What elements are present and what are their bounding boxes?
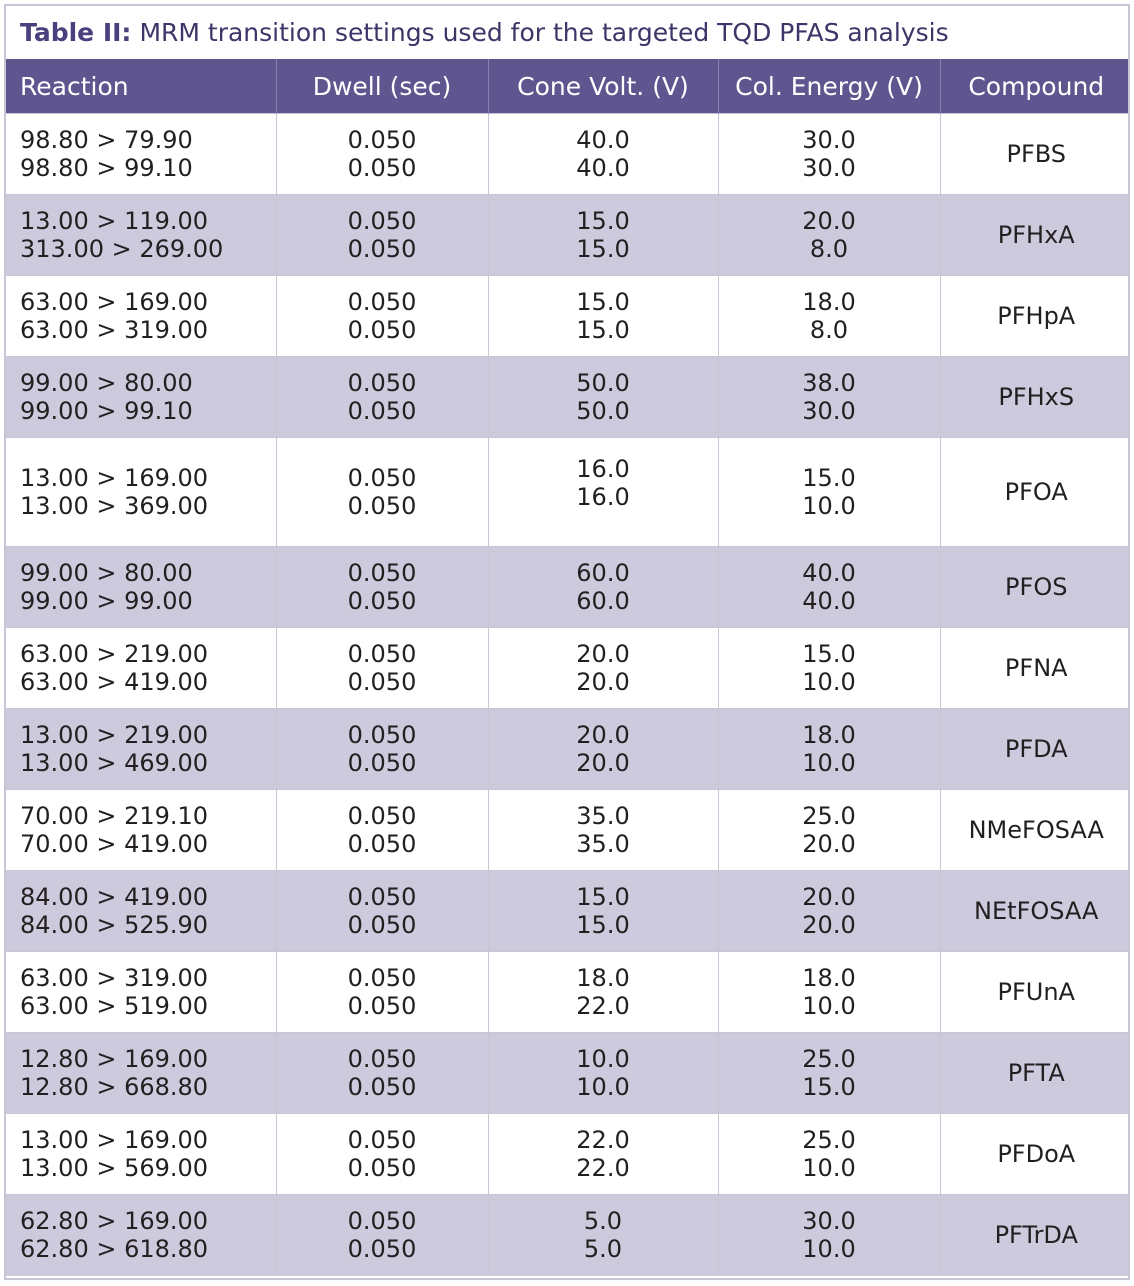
cell-reaction-value: 98.80 > 79.90 [20, 126, 193, 154]
cell-dwell-value: 0.050 [347, 154, 417, 182]
table-body [6, 114, 1130, 1276]
cell-cone-volt-value: 10.0 [576, 1045, 630, 1073]
cell-dwell-value: 0.050 [347, 992, 417, 1020]
cell-dwell-value: 0.050 [347, 883, 417, 911]
cell-col-energy-value: 18.0 [802, 721, 856, 749]
mrm-table [6, 59, 1130, 1276]
cell-dwell [276, 628, 488, 709]
cell-reaction [6, 276, 276, 357]
cell-col-energy-value: 20.0 [802, 830, 856, 858]
cell-dwell [276, 871, 488, 952]
cell-cone-volt-value: 60.0 [576, 587, 630, 615]
cell-compound: PFUnA [940, 952, 1130, 1033]
cell-col-energy-value: 20.0 [802, 911, 856, 939]
cell-cone-volt-value: 15.0 [576, 883, 630, 911]
cell-cone-volt-value: 22.0 [576, 1126, 630, 1154]
cell-compound: NEtFOSAA [940, 871, 1130, 952]
cell-col-energy-value: 10.0 [802, 992, 856, 1020]
cell-col-energy-value: 30.0 [802, 126, 856, 154]
cell-cone-volt-value: 15.0 [576, 235, 630, 263]
cell-col-energy-value: 10.0 [802, 749, 856, 777]
cell-reaction-value: 63.00 > 169.00 [20, 288, 209, 316]
cell-dwell [276, 276, 488, 357]
cell-dwell-value: 0.050 [347, 207, 417, 235]
cell-cone-volt-value: 20.0 [576, 668, 630, 696]
cell-cone-volt-value: 35.0 [576, 802, 630, 830]
cell-col-energy [718, 114, 940, 195]
cell-dwell-value: 0.050 [347, 1207, 417, 1236]
cell-col-energy-value: 10.0 [802, 492, 856, 520]
cell-dwell-value: 0.050 [347, 668, 417, 696]
table-frame [4, 4, 1130, 1280]
cell-cone-volt [488, 1033, 718, 1114]
cell-cone-volt-value: 18.0 [576, 964, 630, 992]
cell-col-energy [718, 276, 940, 357]
cell-col-energy [718, 1114, 940, 1195]
cell-reaction [6, 790, 276, 871]
cell-compound: PFBS [940, 114, 1130, 195]
table-row [6, 709, 1130, 790]
cell-reaction-value: 84.00 > 419.00 [20, 883, 209, 911]
table-row [6, 871, 1130, 952]
cell-reaction [6, 547, 276, 628]
cell-compound: PFDA [940, 709, 1130, 790]
table-row [6, 952, 1130, 1033]
cell-col-energy [718, 952, 940, 1033]
cell-cone-volt-value: 60.0 [576, 559, 630, 587]
cell-col-energy-value: 30.0 [802, 1207, 856, 1236]
cell-col-energy-value: 20.0 [802, 883, 856, 911]
cell-reaction [6, 1114, 276, 1195]
cell-col-energy-value: 10.0 [802, 1235, 856, 1264]
cell-dwell-value: 0.050 [347, 830, 417, 858]
cell-cone-volt [488, 628, 718, 709]
cell-cone-volt [488, 114, 718, 195]
cell-dwell [276, 1114, 488, 1195]
cell-col-energy [718, 1195, 940, 1276]
cell-compound: PFHxS [940, 357, 1130, 438]
cell-col-energy-value: 18.0 [802, 288, 856, 316]
cell-dwell [276, 1195, 488, 1276]
cell-dwell [276, 357, 488, 438]
cell-compound: PFOS [940, 547, 1130, 628]
cell-dwell-value: 0.050 [347, 1045, 417, 1073]
cell-cone-volt [488, 357, 718, 438]
cell-col-energy [718, 357, 940, 438]
cell-reaction-value: 63.00 > 419.00 [20, 668, 209, 696]
cell-col-energy-value: 30.0 [802, 154, 856, 182]
table-caption-text: MRM transition settings used for the targeted TQD PFAS analysis [139, 18, 949, 47]
cell-cone-volt-value: 15.0 [576, 207, 630, 235]
cell-cone-volt-value: 20.0 [576, 721, 630, 749]
cell-compound: PFHpA [940, 276, 1130, 357]
cell-reaction-value: 13.00 > 569.00 [20, 1154, 209, 1182]
cell-cone-volt-value: 15.0 [576, 316, 630, 344]
cell-compound: PFHxA [940, 195, 1130, 276]
cell-dwell-value: 0.050 [347, 911, 417, 939]
cell-dwell-value: 0.050 [347, 288, 417, 316]
table-caption-label: Table II: [20, 18, 132, 47]
cell-reaction-value: 13.00 > 469.00 [20, 749, 209, 777]
cell-dwell [276, 1033, 488, 1114]
cell-cone-volt [488, 1114, 718, 1195]
cell-col-energy-value: 40.0 [802, 587, 856, 615]
cell-cone-volt [488, 438, 718, 547]
cell-col-energy-value: 40.0 [802, 559, 856, 587]
cell-reaction-value: 63.00 > 319.00 [20, 316, 209, 344]
cell-reaction-value: 70.00 > 219.10 [20, 802, 209, 830]
table-row [6, 357, 1130, 438]
table-row [6, 114, 1130, 195]
cell-cone-volt-value: 15.0 [576, 288, 630, 316]
cell-dwell-value: 0.050 [347, 721, 417, 749]
cell-compound: PFNA [940, 628, 1130, 709]
cell-dwell [276, 790, 488, 871]
cell-dwell-value: 0.050 [347, 464, 417, 492]
cell-cone-volt-value: 15.0 [576, 911, 630, 939]
cell-dwell-value: 0.050 [347, 1126, 417, 1154]
cell-col-energy-value: 25.0 [802, 1126, 856, 1154]
cell-col-energy-value: 10.0 [802, 1154, 856, 1182]
cell-dwell [276, 195, 488, 276]
cell-cone-volt-value: 16.0 [576, 483, 630, 511]
cell-reaction-value: 99.00 > 99.00 [20, 587, 193, 615]
cell-cone-volt-value: 5.0 [583, 1235, 623, 1264]
cell-reaction-value: 13.00 > 369.00 [20, 492, 209, 520]
cell-reaction [6, 1033, 276, 1114]
table-row [6, 628, 1130, 709]
cell-dwell-value: 0.050 [347, 235, 417, 263]
cell-reaction-value: 62.80 > 618.80 [20, 1235, 209, 1264]
cell-reaction-value: 99.00 > 80.00 [20, 559, 193, 587]
cell-compound: NMeFOSAA [940, 790, 1130, 871]
cell-cone-volt-value: 40.0 [576, 154, 630, 182]
cell-dwell-value: 0.050 [347, 802, 417, 830]
cell-cone-volt-value: 35.0 [576, 830, 630, 858]
cell-cone-volt-value: 50.0 [576, 369, 630, 397]
cell-reaction [6, 195, 276, 276]
cell-dwell-value: 0.050 [347, 126, 417, 154]
cell-reaction-value: 63.00 > 219.00 [20, 640, 209, 668]
cell-reaction-value: 63.00 > 319.00 [20, 964, 209, 992]
header-reaction: Reaction [6, 59, 276, 114]
cell-dwell [276, 547, 488, 628]
cell-cone-volt-value: 20.0 [576, 640, 630, 668]
cell-dwell-value: 0.050 [347, 1073, 417, 1101]
cell-reaction-value: 98.80 > 99.10 [20, 154, 193, 182]
cell-compound: PFTrDA [940, 1195, 1130, 1276]
cell-cone-volt [488, 195, 718, 276]
table-row [6, 1195, 1130, 1276]
cell-reaction [6, 438, 276, 547]
cell-col-energy-value: 10.0 [802, 668, 856, 696]
cell-reaction [6, 114, 276, 195]
cell-reaction-value: 99.00 > 80.00 [20, 369, 193, 397]
cell-col-energy-value: 25.0 [802, 1045, 856, 1073]
cell-cone-volt [488, 790, 718, 871]
cell-cone-volt-value: 22.0 [576, 1154, 630, 1182]
cell-reaction-value: 12.80 > 668.80 [20, 1073, 209, 1101]
cell-dwell [276, 952, 488, 1033]
cell-dwell-value: 0.050 [347, 749, 417, 777]
cell-cone-volt [488, 709, 718, 790]
cell-col-energy [718, 547, 940, 628]
header-col-energy: Col. Energy (V) [718, 59, 940, 114]
cell-col-energy [718, 195, 940, 276]
cell-cone-volt [488, 276, 718, 357]
cell-dwell-value: 0.050 [347, 397, 417, 425]
cell-col-energy-value: 15.0 [802, 464, 856, 492]
table-row [6, 438, 1130, 547]
cell-cone-volt-value: 22.0 [576, 992, 630, 1020]
cell-col-energy [718, 628, 940, 709]
cell-reaction-value: 13.00 > 169.00 [20, 1126, 209, 1154]
header-dwell: Dwell (sec) [276, 59, 488, 114]
cell-reaction-value: 63.00 > 519.00 [20, 992, 209, 1020]
cell-dwell [276, 438, 488, 547]
cell-reaction-value: 313.00 > 269.00 [20, 235, 224, 263]
table-row [6, 547, 1130, 628]
cell-reaction-value: 62.80 > 169.00 [20, 1207, 209, 1236]
cell-reaction-value: 12.80 > 169.00 [20, 1045, 209, 1073]
cell-cone-volt-value: 20.0 [576, 749, 630, 777]
cell-col-energy-value: 8.0 [809, 316, 849, 344]
cell-cone-volt-value: 5.0 [583, 1207, 623, 1236]
cell-reaction-value: 13.00 > 219.00 [20, 721, 209, 749]
cell-reaction [6, 709, 276, 790]
cell-reaction-value: 13.00 > 169.00 [20, 464, 209, 492]
table-caption [6, 6, 1128, 59]
cell-col-energy-value: 20.0 [802, 207, 856, 235]
cell-col-energy [718, 790, 940, 871]
cell-col-energy [718, 871, 940, 952]
cell-col-energy [718, 709, 940, 790]
table-row [6, 1114, 1130, 1195]
cell-cone-volt-value: 50.0 [576, 397, 630, 425]
cell-cone-volt-value: 16.0 [576, 455, 630, 483]
cell-dwell-value: 0.050 [347, 640, 417, 668]
cell-dwell-value: 0.050 [347, 492, 417, 520]
cell-dwell-value: 0.050 [347, 587, 417, 615]
cell-reaction [6, 871, 276, 952]
cell-cone-volt [488, 1195, 718, 1276]
cell-reaction [6, 952, 276, 1033]
cell-col-energy-value: 15.0 [802, 1073, 856, 1101]
cell-cone-volt [488, 952, 718, 1033]
header-cone-volt: Cone Volt. (V) [488, 59, 718, 114]
cell-col-energy [718, 1033, 940, 1114]
cell-reaction-value: 84.00 > 525.90 [20, 911, 209, 939]
cell-cone-volt [488, 871, 718, 952]
cell-reaction [6, 628, 276, 709]
table-row [6, 1033, 1130, 1114]
cell-reaction-value: 13.00 > 119.00 [20, 207, 209, 235]
cell-dwell-value: 0.050 [347, 1235, 417, 1264]
cell-compound: PFOA [940, 438, 1130, 547]
cell-dwell-value: 0.050 [347, 316, 417, 344]
cell-cone-volt-value: 10.0 [576, 1073, 630, 1101]
cell-reaction [6, 1195, 276, 1276]
cell-compound: PFDoA [940, 1114, 1130, 1195]
cell-cone-volt-value: 40.0 [576, 126, 630, 154]
table-row [6, 276, 1130, 357]
cell-col-energy-value: 30.0 [802, 397, 856, 425]
cell-dwell-value: 0.050 [347, 964, 417, 992]
cell-col-energy-value: 8.0 [809, 235, 849, 263]
cell-dwell [276, 114, 488, 195]
cell-dwell [276, 709, 488, 790]
cell-col-energy-value: 38.0 [802, 369, 856, 397]
cell-dwell-value: 0.050 [347, 559, 417, 587]
cell-col-energy-value: 15.0 [802, 640, 856, 668]
cell-reaction [6, 357, 276, 438]
cell-cone-volt [488, 547, 718, 628]
cell-reaction-value: 99.00 > 99.10 [20, 397, 193, 425]
cell-col-energy [718, 438, 940, 547]
cell-dwell-value: 0.050 [347, 1154, 417, 1182]
cell-dwell-value: 0.050 [347, 369, 417, 397]
cell-compound: PFTA [940, 1033, 1130, 1114]
cell-col-energy-value: 25.0 [802, 802, 856, 830]
cell-col-energy-value: 18.0 [802, 964, 856, 992]
cell-reaction-value: 70.00 > 419.00 [20, 830, 209, 858]
table-row [6, 195, 1130, 276]
table-row [6, 790, 1130, 871]
header-compound: Compound [940, 59, 1130, 114]
header-row [6, 59, 1130, 114]
